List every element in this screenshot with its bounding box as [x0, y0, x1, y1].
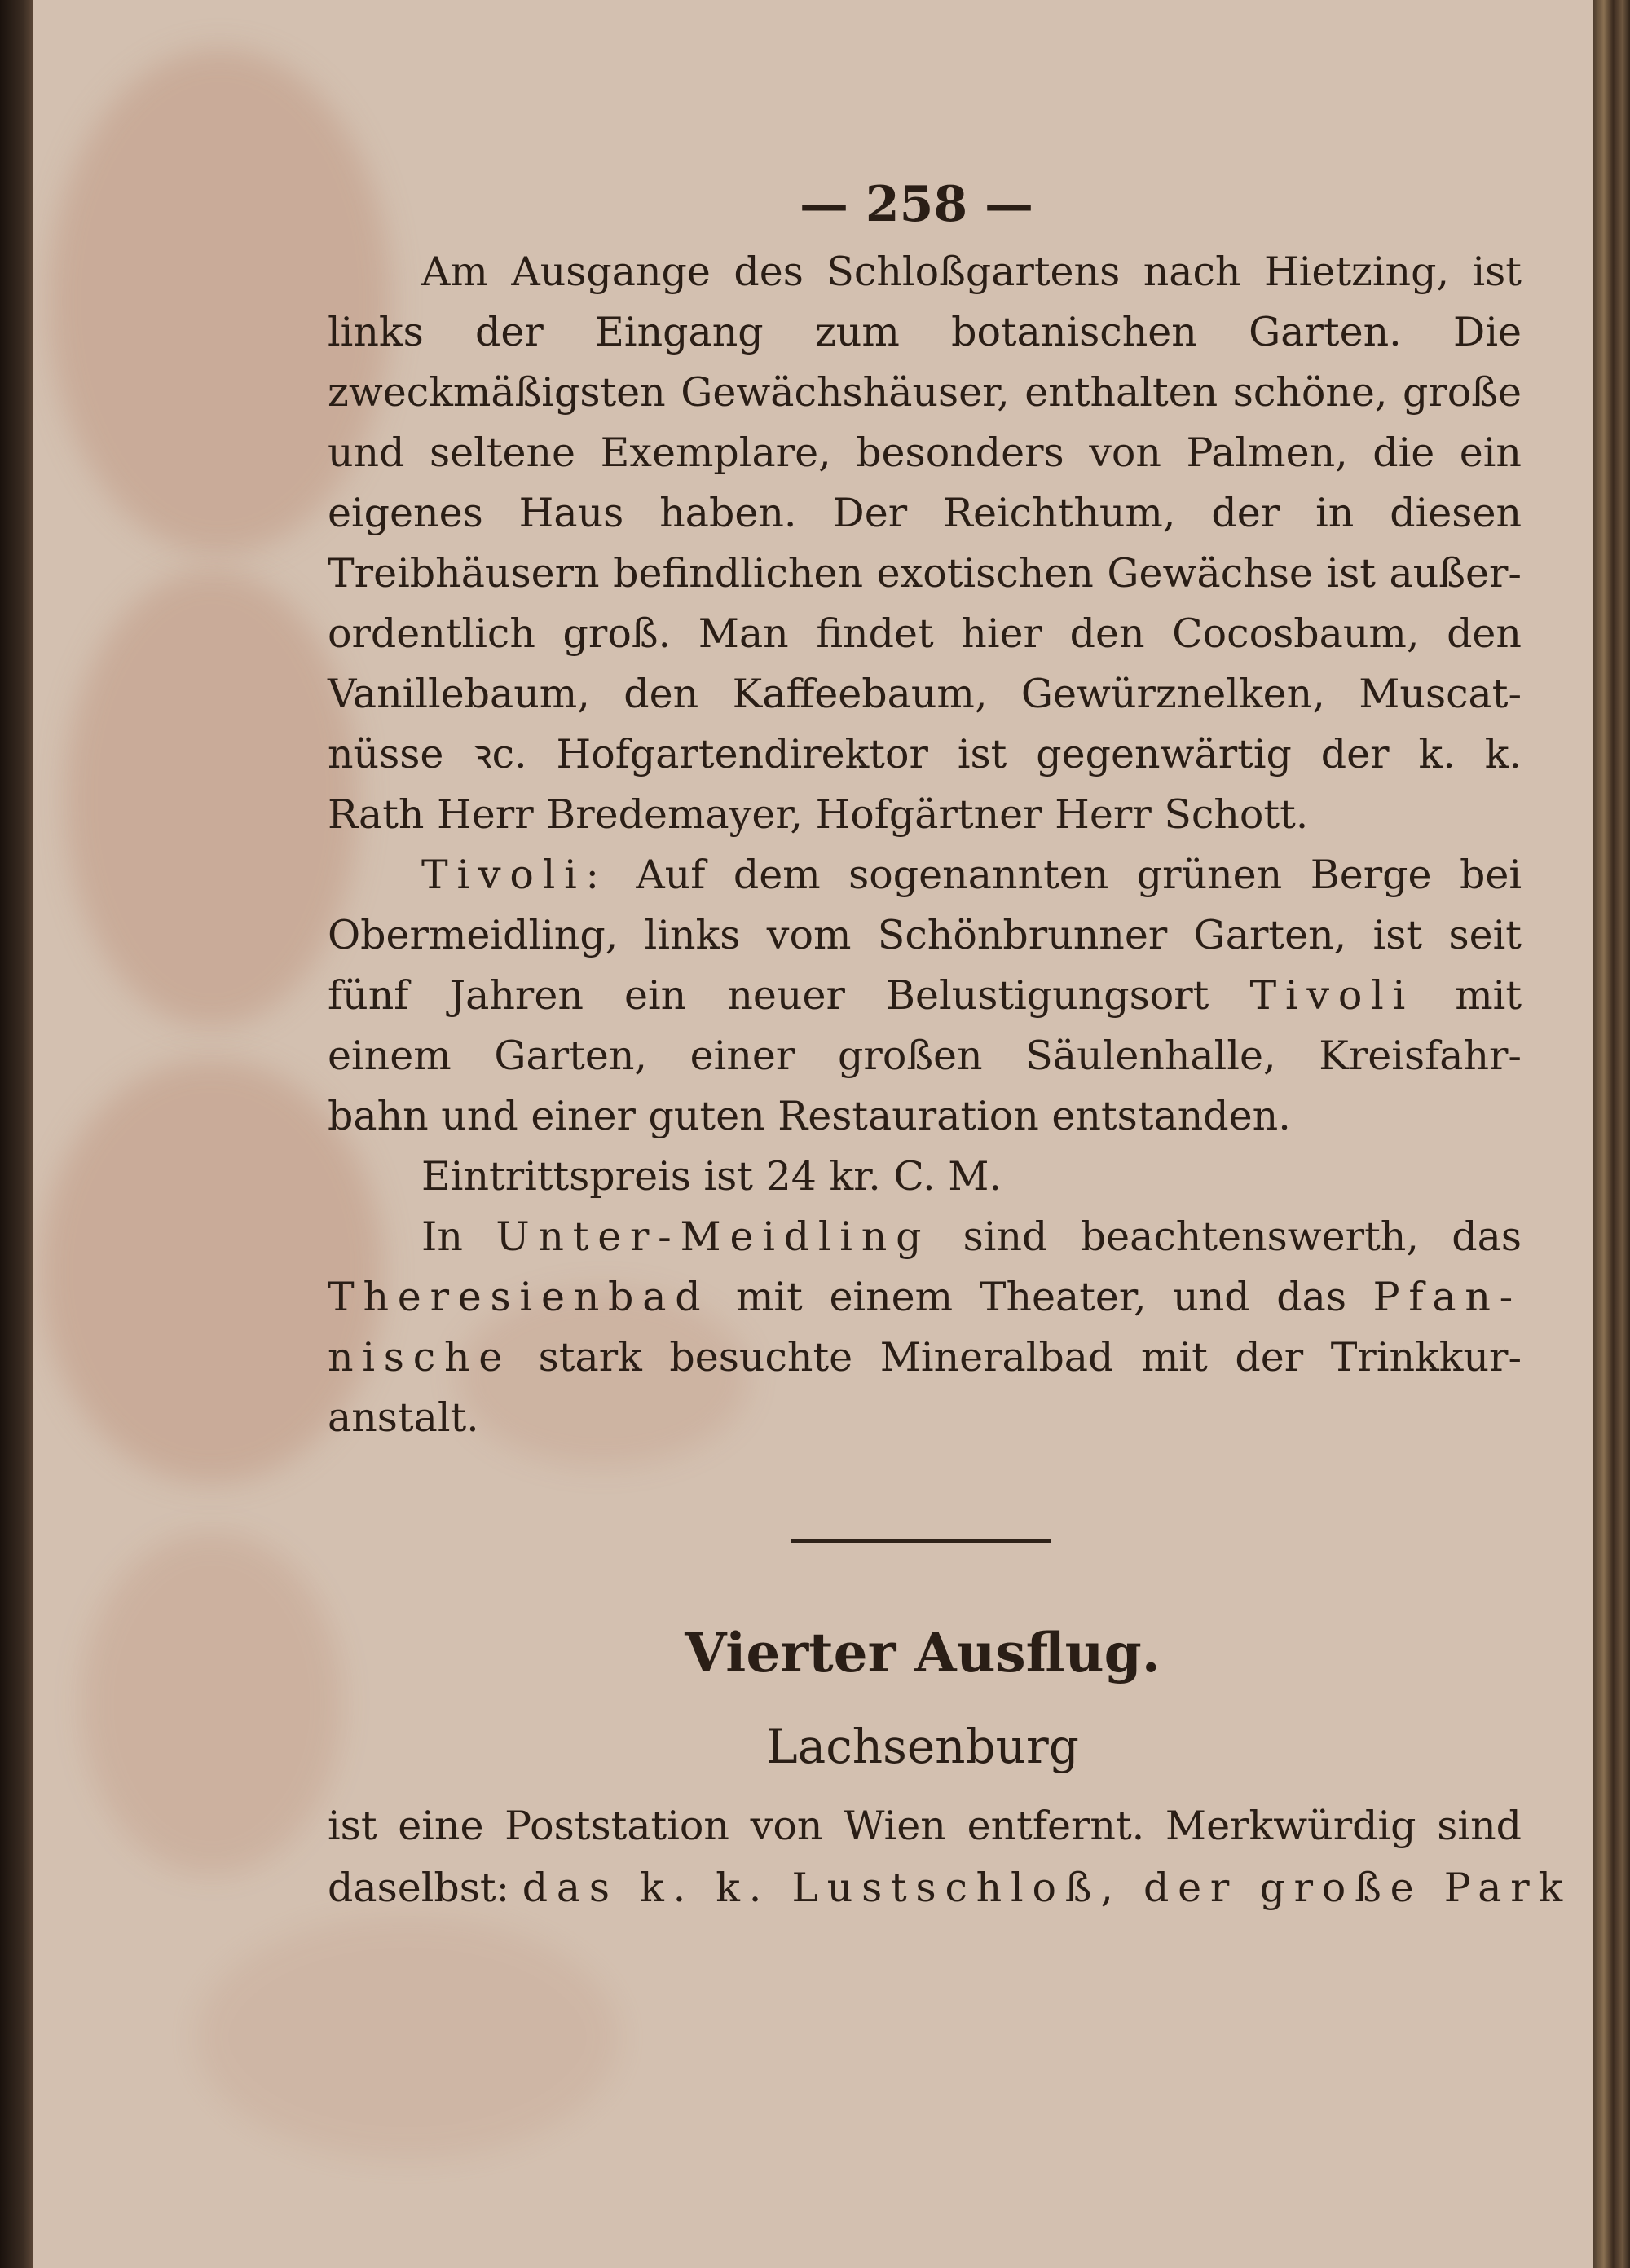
term-pfannische: Pfan- — [1372, 1274, 1522, 1320]
page-content — [328, 167, 1571, 1919]
text-line: zweckmäßigsten Gewächshäuser, enthalten schöne, große — [328, 369, 1522, 416]
text-line: ordentlich groß. Man findet hier den Cocosbaum, den — [328, 610, 1522, 657]
chapter-subheading: Lachsenburg — [766, 1719, 1079, 1774]
text-line: bahn und einer guten Restauration entstanden. — [328, 1093, 1291, 1139]
text-line: eigenes Haus haben. Der Reichthum, der in diesen — [328, 490, 1522, 536]
page-number: — 258 — — [799, 176, 1034, 233]
term-tivoli: Tivoli: — [421, 852, 608, 898]
book-page — [33, 0, 1606, 2268]
text-line: Treibhäusern befindlichen exotischen Gewächse ist außer- — [328, 550, 1522, 597]
text-line: Am Ausgange des Schloßgartens nach Hietzing, ist — [421, 249, 1522, 295]
text-line — [328, 1857, 1571, 1919]
text-line-entry-price: Eintrittspreis ist 24 kr. C. M. — [421, 1153, 1002, 1200]
text-segment: mit — [1455, 972, 1522, 1019]
text-line — [328, 845, 1522, 905]
separator-area — [328, 1448, 1522, 1608]
text-segment: daselbst: — [328, 1865, 510, 1911]
book-binding-left — [0, 0, 33, 2268]
text-line: Obermeidling, links vom Schönbrunner Garten, ist seit — [328, 912, 1522, 958]
text-line: Rath Herr Bredemayer, Hofgärtner Herr Schott. — [328, 791, 1309, 838]
text-line: Vanillebaum, den Kaffeebaum, Gewürznelken, Muscat- — [328, 671, 1522, 717]
text-line — [328, 1267, 1522, 1328]
text-line: einem Garten, einer großen Säulenhalle, Kreisfahr- — [328, 1033, 1522, 1079]
text-line: und seltene Exemplare, besonders von Palmen, die ein — [328, 429, 1522, 476]
text-line — [328, 966, 1522, 1026]
text-segment: fünf Jahren ein neuer Belustigungsort — [328, 972, 1209, 1019]
text-line: anstalt. — [328, 1394, 479, 1441]
text-segment: stark besuchte Mineralbad mit der Trinkkur- — [538, 1334, 1522, 1381]
text-line: ist eine Poststation von Wien entfernt. Merkwürdig sind — [328, 1803, 1522, 1849]
paragraph-botanical-garden — [328, 242, 1522, 845]
term-pfannische: nische — [328, 1334, 512, 1381]
text-segment: sind beachtenswerth, das — [963, 1213, 1522, 1260]
paragraph-meidling — [328, 1207, 1522, 1448]
text-line: links der Eingang zum botanischen Garten. Die — [328, 309, 1522, 355]
term-tivoli: Tivoli — [1249, 972, 1415, 1019]
paragraph-tivoli — [328, 845, 1522, 1207]
text-line — [328, 1207, 1522, 1267]
paragraph-lachsenburg — [328, 1795, 1571, 1919]
text-segment: Auf dem sogenannten grünen Berge bei — [636, 852, 1522, 898]
text-line — [328, 1328, 1522, 1388]
book-binding-right — [1593, 0, 1630, 2268]
text-line: nüsse ꝛc. Hofgartendirektor ist gegenwärtig der k. k. — [328, 731, 1522, 777]
term-theresienbad: Theresienbad — [328, 1274, 710, 1320]
paper-stain — [196, 1915, 619, 2160]
paper-stain — [65, 570, 359, 1027]
term-lustschloss: das k. k. Lustschloß, der große Park — [522, 1865, 1571, 1911]
chapter-heading: Vierter Ausflug. — [685, 1621, 1161, 1684]
term-unter-meidling: Unter-Meidling — [496, 1213, 931, 1260]
section-divider — [791, 1539, 1051, 1543]
paper-stain — [82, 1532, 342, 1874]
text-segment: In — [421, 1213, 463, 1260]
text-segment: mit einem Theater, und das — [735, 1274, 1347, 1320]
